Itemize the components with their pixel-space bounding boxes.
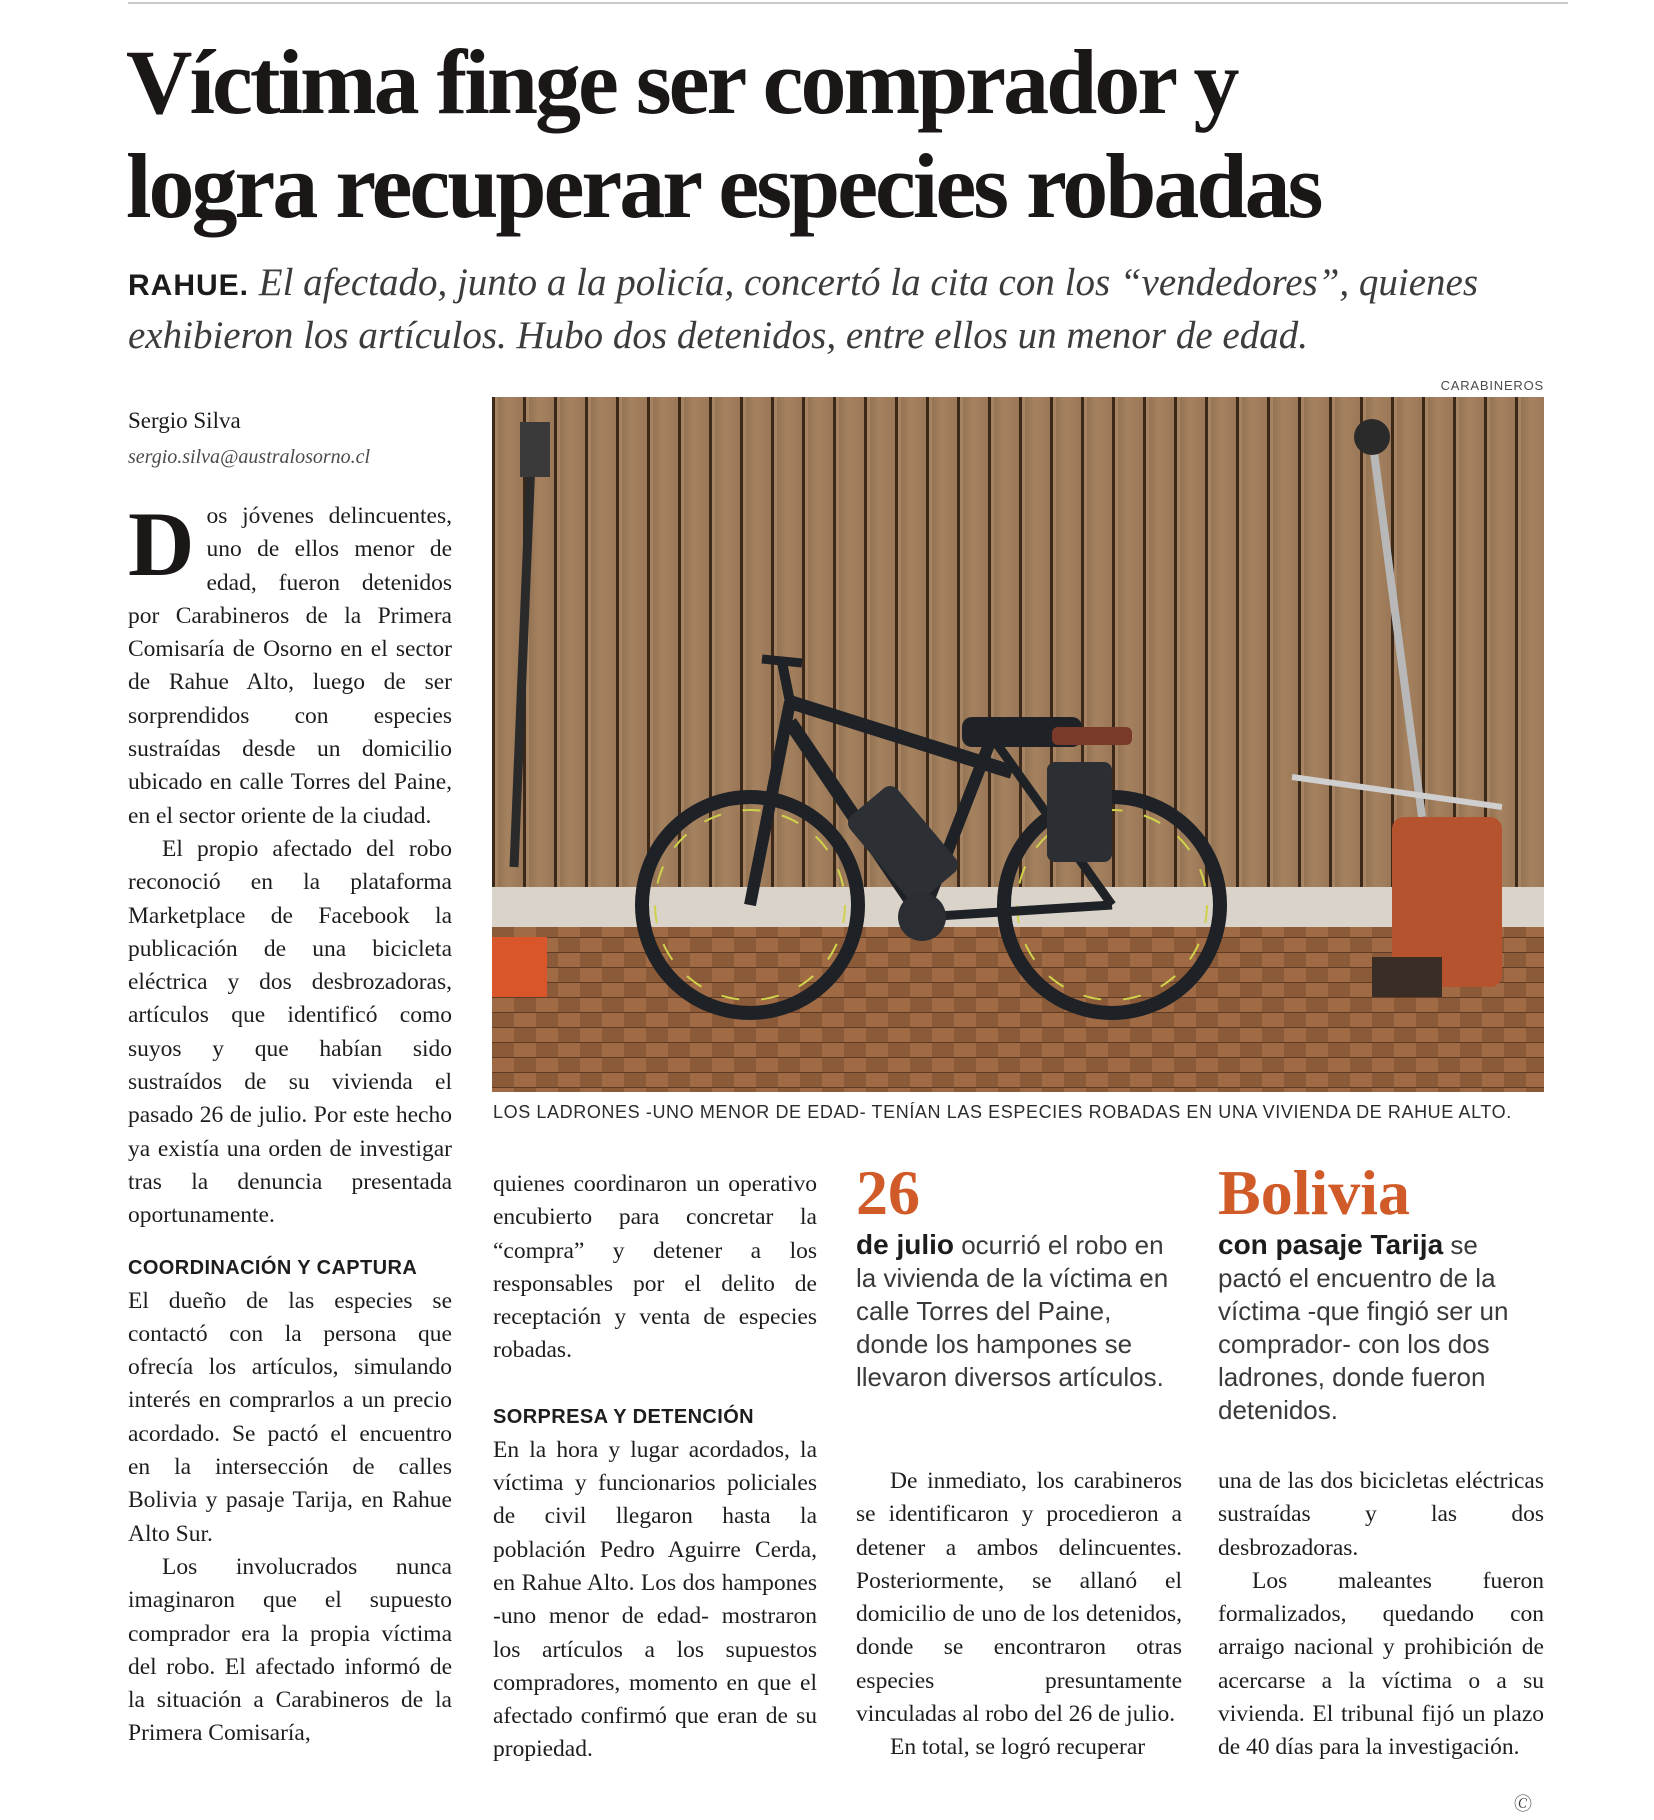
subhead-coordinacion: COORDINACIÓN Y CAPTURA [128, 1256, 418, 1279]
author-email[interactable]: sergio.silva@australosorno.cl [128, 446, 371, 468]
fact-box-location [1218, 1158, 1548, 1427]
paragraph-7: De inmediato, los carabineros se identificaron y procedieron a detener a ambos delincuentes. Posteriormente, se allanó el domicilio de uno de los detenidos, donde se encontraron otras especies presuntamente vinculadas al robo del 26 de julio. [856, 1468, 1182, 1728]
paragraph-3: El dueño de las especies se contactó con la persona que ofrecía los artículos, simulando interés en comprarlos a un precio acordado. Se pactó el encuentro en la intersección de calles Bolivia y pasaje Tarija, en Rahue Alto Sur. [128, 1287, 452, 1547]
deck-text: El afectado, junto a la policía, concertó la cita con los “vendedores”, quienes exhibieron los artículos. Hubo dos detenidos, entre ellos un menor de edad. [128, 261, 1479, 357]
fact-date-number: 26 [856, 1157, 920, 1228]
fact-date-body: ocurrió el robo en la vivienda de la víctima en calle Torres del Paine, donde los hampones se llevaron diversos artículos. [856, 1230, 1169, 1392]
paragraph-4: Los involucrados nunca imaginaron que el supuesto comprador era la propia víctima del robo. El afectado informó de la situación a Carabineros de la Primera Comisaría, [128, 1553, 452, 1747]
photo-caption: LOS LADRONES -UNO MENOR DE EDAD- TENÍAN LAS ESPECIES ROBADAS EN UNA VIVIENDA DE RAHUE ALTO. [493, 1102, 1512, 1122]
deck-subheading [128, 258, 1558, 361]
body-column-1 [128, 500, 452, 1810]
subhead-sorpresa: SORPRESA Y DETENCIÓN [493, 1405, 755, 1428]
byline [128, 406, 448, 472]
photo-credit: CARABINEROS [1440, 378, 1544, 393]
headline [126, 30, 1566, 238]
photo-illustration [492, 397, 1544, 1092]
author-name: Sergio Silva [128, 408, 241, 433]
paragraph-8: En total, se logró recuperar [890, 1734, 1146, 1761]
fact-location-name: Bolivia [1218, 1157, 1411, 1228]
fact-box-date [856, 1158, 1186, 1394]
headline-line-1: Víctima finge ser comprador y [126, 31, 1237, 133]
paragraph-6: En la hora y lugar acordados, la víctima y funcionarios policiales de civil llegaron hasta la población Pedro Aguirre Cerda, en Rahue Alto. Los dos hampones -uno menor de edad- mostraron los artículos a los supuestos compradores, momento en que el afectado confirmó que eran de su propiedad. [493, 1436, 817, 1763]
paragraph-1-text: os jóvenes delincuentes, uno de ellos menor de edad, fueron detenidos por Carabineros de la Primera Comisaría de Osorno en el sector de Rahue Alto, luego de ser sorprendidos con especies sustraídas desde un domicilio ubicado en calle Torres del Paine, en el sector oriente de la ciudad. [128, 503, 452, 829]
drop-cap: D [128, 500, 195, 595]
body-column-2 [493, 1168, 817, 1810]
fact-location-lead: con pasaje Tarija [1218, 1229, 1444, 1260]
fact-location-body: se pactó el encuentro de la víctima -que fingió ser un comprador- con los dos ladrones, donde fueron detenidos. [1218, 1230, 1509, 1425]
fact-location-text [1218, 1228, 1548, 1427]
fact-date-text [856, 1228, 1186, 1394]
top-rule [128, 2, 1568, 4]
article-photo [492, 397, 1544, 1092]
body-column-4 [1218, 1465, 1544, 1810]
paragraph-10: Los maleantes fueron formalizados, quedando con arraigo nacional y prohibición de acercarse a la víctima o a su vivienda. El tribunal fijó un plazo de 40 días para la investigación. [1218, 1567, 1544, 1761]
paragraph-9: una de las dos bicicletas eléctricas sustraídas y las dos desbrozadoras. [1218, 1468, 1544, 1561]
end-of-article-mark: 🄫 [1514, 1794, 1532, 1815]
paragraph-1 [128, 500, 452, 833]
fact-date-lead: de julio [856, 1229, 954, 1260]
body-column-3 [856, 1465, 1182, 1810]
paragraph-5: quienes coordinaron un operativo encubierto para concretar la “compra” y detener a los responsables por el delito de receptación y venta de especies robadas. [493, 1171, 817, 1364]
headline-line-2: logra recuperar especies robadas [126, 135, 1321, 237]
deck-place: RAHUE. [128, 269, 250, 302]
paragraph-2: El propio afectado del robo reconoció en la plataforma Marketplace de Facebook la publicación de una bicicleta eléctrica y dos desbrozadoras, artículos que identificó como suyos y que habían sido sustraídos de su vivienda el pasado 26 de julio. Por este hecho ya existía una orden de investigar tras la denuncia presentada oportunamente. [128, 835, 452, 1229]
